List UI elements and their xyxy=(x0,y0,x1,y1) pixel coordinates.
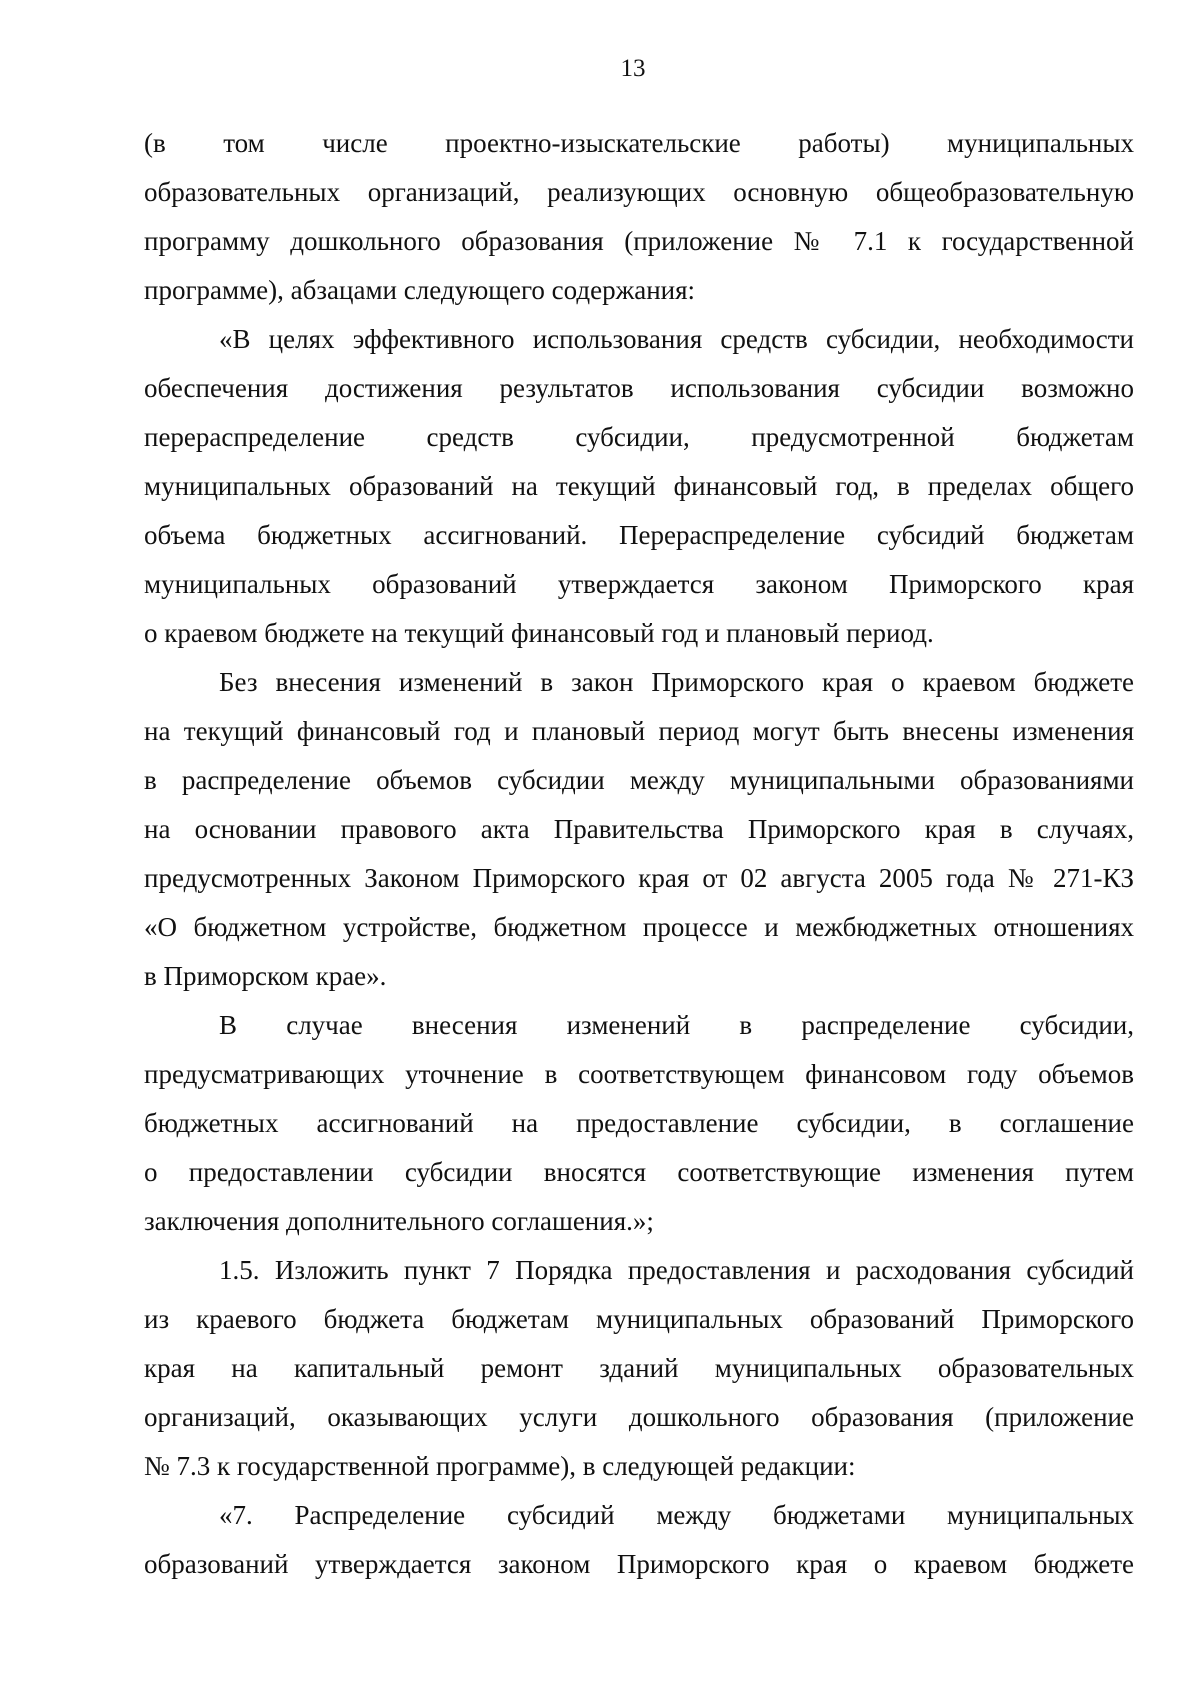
paragraph xyxy=(144,1001,1134,1246)
paragraph xyxy=(144,658,1134,1001)
text-line: о краевом бюджете на текущий финансовый год и плановый период. xyxy=(144,618,934,648)
paragraph xyxy=(144,119,1134,315)
text-line: № 7.3 к государственной программе), в следующей редакции: xyxy=(144,1451,856,1481)
text-line: программе), абзацами следующего содержания: xyxy=(144,275,696,305)
text-line: в Приморском крае». xyxy=(144,961,387,991)
page-number: 13 xyxy=(620,55,646,82)
text-line: «В целях эффективного использования средств субсидии, необходимости xyxy=(219,324,1134,354)
text-line: перераспределение средств субсидии, предусмотренной бюджетам xyxy=(144,422,1134,452)
text-line: «7. Распределение субсидий между бюджетами муниципальных xyxy=(219,1500,1134,1530)
text-line: 1.5. Изложить пункт 7 Порядка предоставления и расходования субсидий xyxy=(219,1255,1134,1285)
text-line: объема бюджетных ассигнований. Перераспределение субсидий бюджетам xyxy=(144,520,1134,550)
text-line: муниципальных образований утверждается законом Приморского края xyxy=(144,569,1134,599)
text-line: предусмотренных Законом Приморского края от 02 августа 2005 года № 271-КЗ xyxy=(144,863,1134,893)
text-line: на текущий финансовый год и плановый период могут быть внесены изменения xyxy=(144,716,1134,746)
document-body xyxy=(144,119,1134,1589)
text-line: предусматривающих уточнение в соответствующем финансовом году объемов xyxy=(144,1059,1134,1089)
text-line: муниципальных образований на текущий финансовый год, в пределах общего xyxy=(144,471,1134,501)
paragraph xyxy=(144,315,1134,658)
text-line: бюджетных ассигнований на предоставление субсидии, в соглашение xyxy=(144,1108,1134,1138)
paragraph xyxy=(144,1491,1134,1589)
text-line: на основании правового акта Правительства Приморского края в случаях, xyxy=(144,814,1134,844)
text-line: края на капитальный ремонт зданий муниципальных образовательных xyxy=(144,1353,1134,1383)
text-line: из краевого бюджета бюджетам муниципальных образований Приморского xyxy=(144,1304,1134,1334)
text-line: программу дошкольного образования (приложение № 7.1 к государственной xyxy=(144,226,1134,256)
text-line: о предоставлении субсидии вносятся соответствующие изменения путем xyxy=(144,1157,1134,1187)
text-line: (в том числе проектно-изыскательские работы) муниципальных xyxy=(144,128,1134,158)
text-line: «О бюджетном устройстве, бюджетном процессе и межбюджетных отношениях xyxy=(144,912,1134,942)
text-line: Без внесения изменений в закон Приморского края о краевом бюджете xyxy=(219,667,1134,697)
text-line: образовательных организаций, реализующих основную общеобразовательную xyxy=(144,177,1134,207)
text-line: образований утверждается законом Приморского края о краевом бюджете xyxy=(144,1549,1134,1579)
text-line: заключения дополнительного соглашения.»; xyxy=(144,1206,654,1236)
text-line: В случае внесения изменений в распределение субсидии, xyxy=(219,1010,1134,1040)
paragraph xyxy=(144,1246,1134,1491)
text-line: организаций, оказывающих услуги дошкольного образования (приложение xyxy=(144,1402,1134,1432)
text-line: в распределение объемов субсидии между муниципальными образованиями xyxy=(144,765,1134,795)
text-line: обеспечения достижения результатов использования субсидии возможно xyxy=(144,373,1134,403)
